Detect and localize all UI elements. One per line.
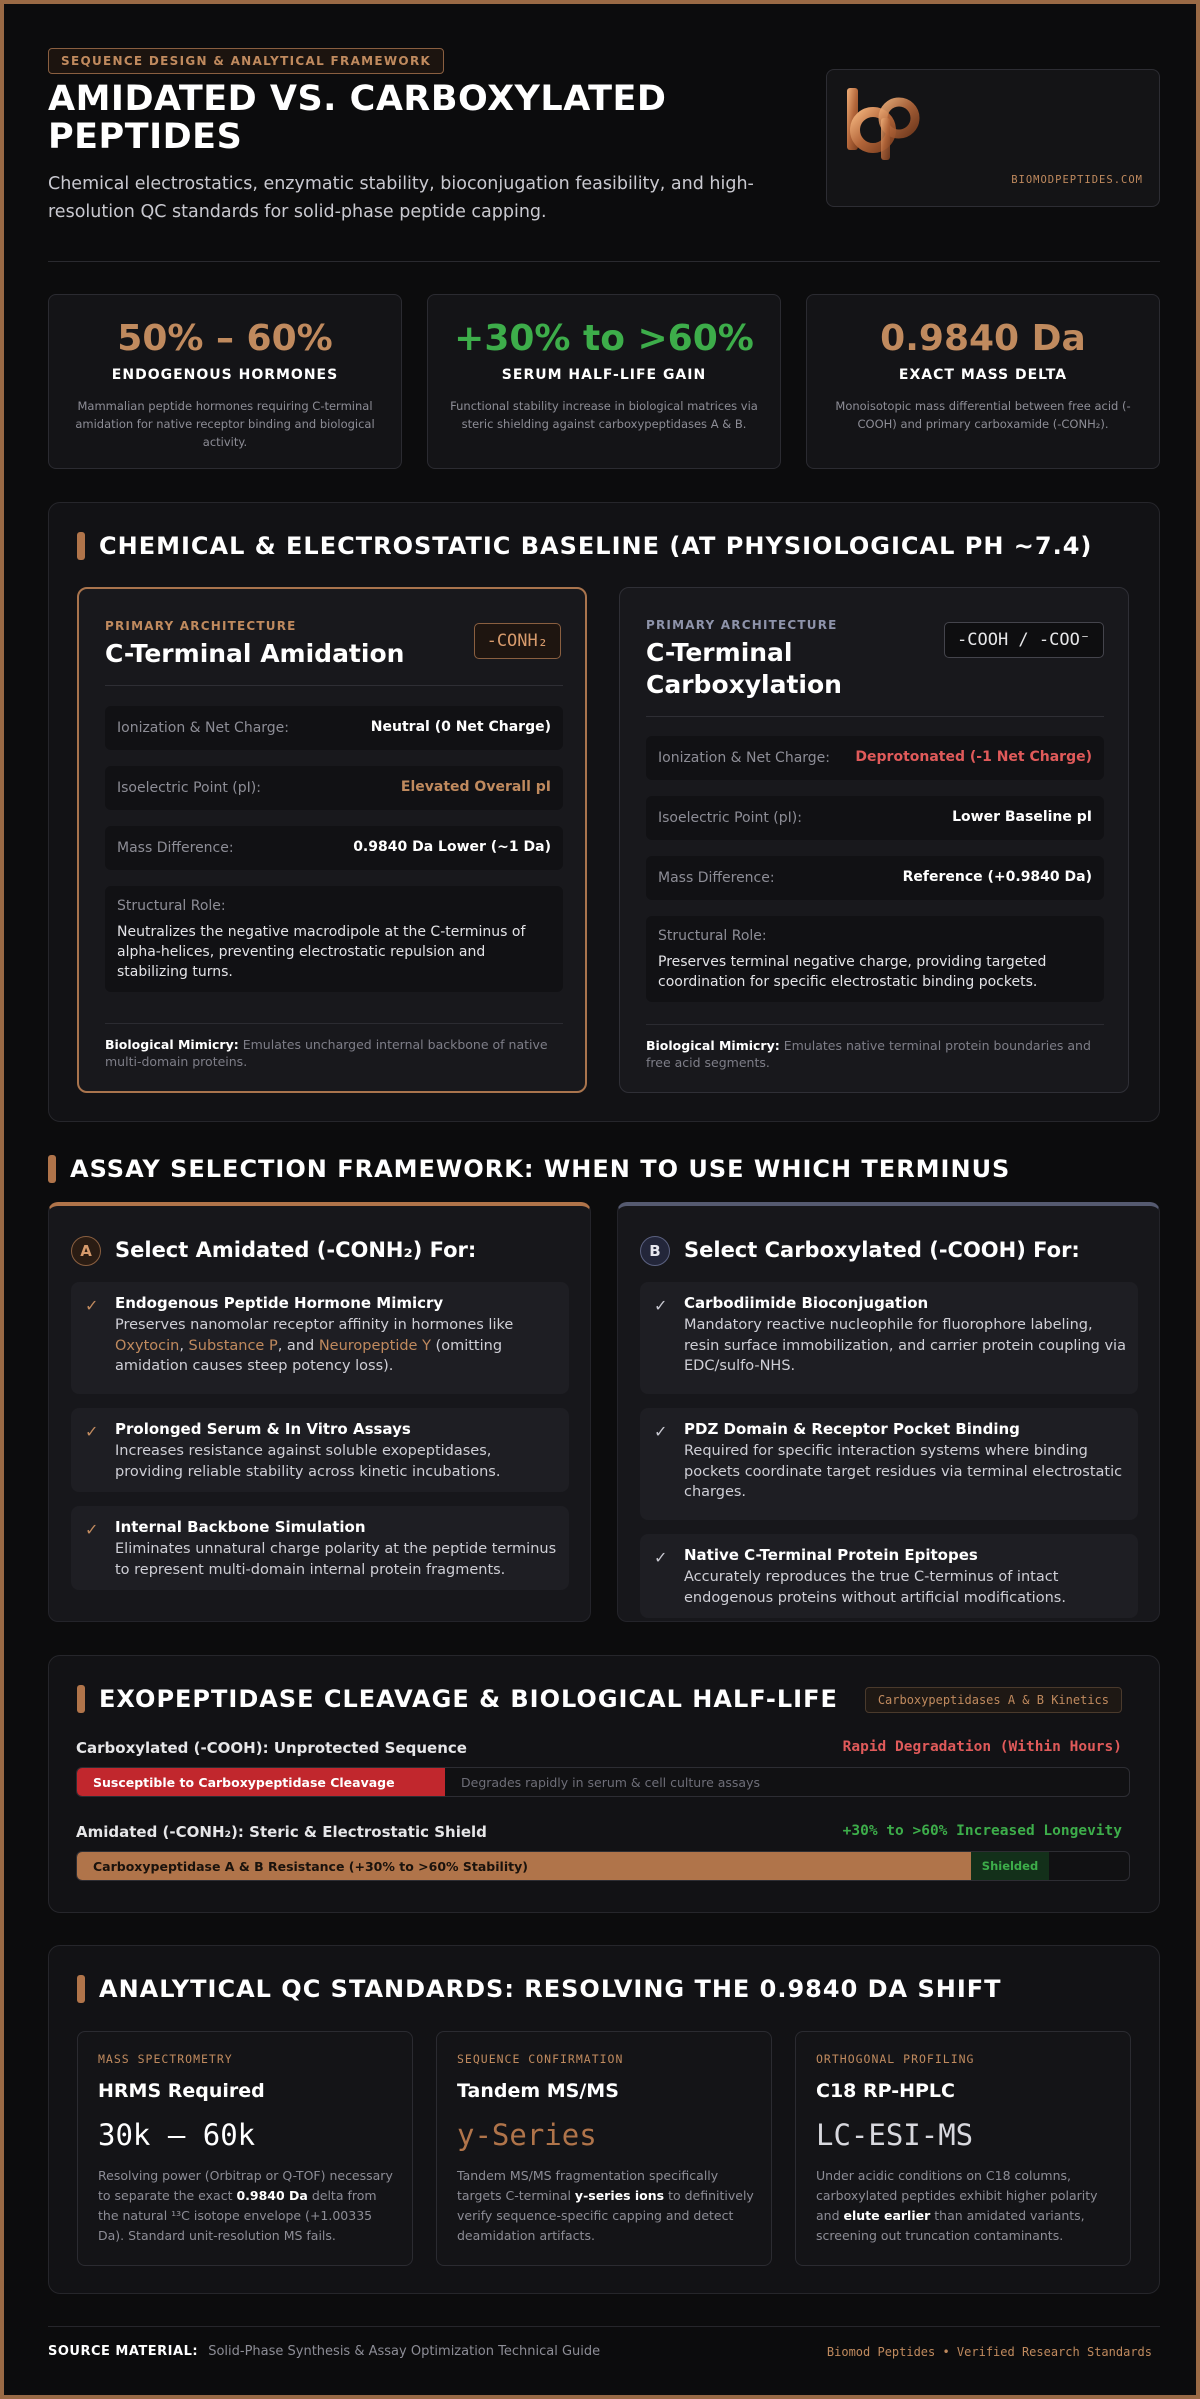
qc-big-value: y-Series <box>457 2118 597 2152</box>
list-item <box>71 1282 569 1394</box>
amidated-use-panel <box>48 1202 591 1622</box>
row-value: Neutral (0 Net Charge) <box>370 719 551 735</box>
check-icon: ✓ <box>654 1422 668 1441</box>
stat-description: Mammalian peptide hormones requiring C-terminal amidation for native receptor binding and biological activity. <box>75 399 375 449</box>
page-title: AMIDATED VS. CARBOXYLATED PEPTIDES <box>48 79 667 157</box>
cleavage-title: EXOPEPTIDASE CLEAVAGE & BIOLOGICAL HALF-LIFE <box>99 1685 838 1713</box>
stat-label: ENDOGENOUS HORMONES <box>111 367 339 383</box>
amid-structural-role <box>105 886 563 992</box>
row-key: Isoelectric Point (pI): <box>117 780 261 796</box>
badge-a: A <box>71 1236 101 1266</box>
stat-description: Functional stability increase in biological matrices via steric shielding against carboxypeptidases A & B. <box>450 399 758 431</box>
amid-mimicry <box>105 1023 563 1070</box>
section-accent-bar <box>77 1685 85 1713</box>
mimic-text: Emulates native terminal protein boundaries and free acid segments. <box>646 1038 1091 1070</box>
check-icon: ✓ <box>85 1296 99 1315</box>
amid-row-pi <box>105 766 563 810</box>
source-text: Solid-Phase Synthesis & Assay Optimization Technical Guide <box>208 2344 601 2359</box>
item-desc: Mandatory reactive nucleophile for fluorophore labeling, resin surface immobilization, and carrier protein coupling via EDC/sulfo-NHS. <box>684 1317 1126 1374</box>
header-tag: SEQUENCE DESIGN & ANALYTICAL FRAMEWORK <box>48 48 444 74</box>
struct-key: Structural Role: <box>658 928 767 944</box>
stat-card-mass-delta <box>806 294 1160 469</box>
stat-description: Monoisotopic mass differential between free acid (-COOH) and primary carboxamide (-CONH₂). <box>835 399 1131 431</box>
carb-row-mass <box>646 856 1104 900</box>
footer-credit: Biomod Peptides • Verified Research Standards <box>826 2345 1152 2359</box>
item-title: Internal Backbone Simulation <box>115 1518 366 1536</box>
logo-bp-icon <box>841 84 931 168</box>
carb-structural-role <box>646 916 1104 1002</box>
item-title: Native C-Terminal Protein Epitopes <box>684 1546 978 1564</box>
item-desc: Required for specific interaction systems where binding pockets coordinate target residues via terminal electrostatic charges. <box>684 1443 1123 1500</box>
list-item <box>71 1408 569 1492</box>
hormone-oxytocin: Oxytocin <box>115 1337 180 1354</box>
list-item <box>640 1408 1138 1520</box>
qc-kicker: MASS SPECTROMETRY <box>98 2052 233 2066</box>
amid-row-charge <box>105 706 563 750</box>
qc-description: Tandem MS/MS fragmentation specifically targets C-terminal y-series ions to definitively verify sequence-specific capping and detect deamidation artifacts. <box>457 2168 754 2243</box>
page-subtitle: Chemical electrostatics, enzymatic stability, bioconjugation feasibility, and high-resolution QC standards for solid-phase peptide capping. <box>48 174 754 222</box>
card-divider <box>646 716 1104 717</box>
footer-divider <box>48 2326 1160 2327</box>
check-icon: ✓ <box>654 1548 668 1567</box>
section-accent-bar <box>77 532 85 560</box>
hormone-substance-p: Substance P <box>188 1337 278 1354</box>
struct-key: Structural Role: <box>117 898 226 914</box>
carb-name: C-Terminal Carboxylation <box>646 638 842 699</box>
source-label: SOURCE MATERIAL: <box>48 2344 199 2359</box>
struct-text: Neutralizes the negative macrodipole at the C-terminus of alpha-helices, preventing electrostatic repulsion and stabilizing turns. <box>117 924 526 980</box>
item-desc: Eliminates unnatural charge polarity at the peptide terminus to represent multi-domain internal protein fragments. <box>115 1541 557 1578</box>
stat-value: +30% to >60% <box>454 318 754 359</box>
row-key: Isoelectric Point (pI): <box>658 810 802 826</box>
item-title: PDZ Domain & Receptor Pocket Binding <box>684 1420 1020 1438</box>
qc-kicker: ORTHOGONAL PROFILING <box>816 2052 975 2066</box>
carb-kicker: PRIMARY ARCHITECTURE <box>646 618 838 632</box>
amid-bar-fill-text: Carboxypeptidase A & B Resistance (+30% to >60% Stability) <box>93 1859 528 1874</box>
mimic-text: Emulates uncharged internal backbone of native multi-domain proteins. <box>105 1037 548 1069</box>
carb-degradation-bar <box>76 1767 1130 1797</box>
amid-name: C-Terminal Amidation <box>105 639 405 668</box>
carb-formula-chip: -COOH / -COO⁻ <box>944 622 1104 658</box>
carb-bar-rest-text: Degrades rapidly in serum & cell culture assays <box>461 1775 761 1790</box>
mimic-key: Biological Mimicry: <box>105 1037 239 1052</box>
list-item <box>640 1282 1138 1394</box>
qc-description: Under acidic conditions on C18 columns, carboxylated peptides exhibit higher polarity and elute earlier than amidated variants, screening out truncation contaminants. <box>816 2168 1098 2243</box>
qc-kicker: SEQUENCE CONFIRMATION <box>457 2052 624 2066</box>
stat-card-hormones <box>48 294 402 469</box>
qc-description: Resolving power (Orbitrap or Q-TOF) necessary to separate the exact 0.9840 Da delta from the natural ¹³C isotope envelope (+1.00335 Da). Standard unit-resolution MS fails. <box>98 2168 393 2243</box>
carb-bar-label: Carboxylated (-COOH): Unprotected Sequence <box>76 1739 467 1757</box>
qc-heading: HRMS Required <box>98 2080 265 2102</box>
carb-mimicry <box>646 1024 1104 1071</box>
row-key: Ionization & Net Charge: <box>658 750 830 766</box>
item-title: Carbodiimide Bioconjugation <box>684 1294 929 1312</box>
amidated-use-heading: Select Amidated (-CONH₂) For: <box>115 1238 477 1262</box>
section-accent-bar <box>77 1975 85 2003</box>
amid-row-mass <box>105 826 563 870</box>
amid-bar-status: +30% to >60% Increased Longevity <box>842 1823 1122 1839</box>
kinetics-badge: Carboxypeptidases A & B Kinetics <box>865 1687 1122 1713</box>
stat-label: SERUM HALF-LIFE GAIN <box>501 367 707 383</box>
amid-resistance-bar <box>76 1851 1130 1881</box>
shielded-label: Shielded <box>971 1852 1049 1880</box>
row-value: Elevated Overall pI <box>400 779 551 795</box>
baseline-title: CHEMICAL & ELECTROSTATIC BASELINE (AT PHYSIOLOGICAL PH ~7.4) <box>99 532 1093 560</box>
qc-card-hrms <box>77 2031 413 2266</box>
qc-big-value: 30k – 60k <box>98 2118 256 2152</box>
carb-row-pi <box>646 796 1104 840</box>
list-item <box>640 1534 1138 1618</box>
item-title: Endogenous Peptide Hormone Mimicry <box>115 1294 444 1312</box>
hormone-neuropeptide-y: Neuropeptide Y <box>318 1337 431 1354</box>
amid-bar-label: Amidated (-CONH₂): Steric & Electrostatic Shield <box>76 1823 487 1841</box>
carboxylation-card <box>619 587 1129 1093</box>
carb-row-charge <box>646 736 1104 780</box>
row-key: Mass Difference: <box>117 840 234 856</box>
stat-label: EXACT MASS DELTA <box>898 367 1068 383</box>
row-value: 0.9840 Da Lower (~1 Da) <box>353 839 551 855</box>
item-desc: Accurately reproduces the true C-terminus of intact endogenous proteins without artificial modifications. <box>684 1569 1066 1606</box>
mimic-key: Biological Mimicry: <box>646 1038 780 1053</box>
qc-card-hplc <box>795 2031 1131 2266</box>
struct-text: Preserves terminal negative charge, providing targeted coordination for specific electrostatic binding pockets. <box>658 954 1047 990</box>
qc-heading: Tandem MS/MS <box>457 2080 619 2102</box>
row-value: Reference (+0.9840 Da) <box>902 869 1092 885</box>
stat-value: 0.9840 Da <box>880 318 1086 359</box>
section-accent-bar <box>48 1155 56 1183</box>
qc-card-msms <box>436 2031 772 2266</box>
item-desc: Preserves nanomolar receptor affinity in hormones like Oxytocin, Substance P, and Neuropeptide Y (omitting amidation causes steep potency loss). <box>115 1317 514 1374</box>
row-value: Deprotonated (-1 Net Charge) <box>855 749 1092 765</box>
qc-heading: C18 RP-HPLC <box>816 2080 955 2102</box>
stat-value: 50% – 60% <box>117 318 333 359</box>
carb-bar-fill-text: Susceptible to Carboxypeptidase Cleavage <box>93 1775 395 1790</box>
amidation-card <box>77 587 587 1093</box>
card-divider <box>105 685 563 686</box>
item-title: Prolonged Serum & In Vitro Assays <box>115 1420 411 1438</box>
check-icon: ✓ <box>654 1296 668 1315</box>
list-item <box>71 1506 569 1590</box>
check-icon: ✓ <box>85 1422 99 1441</box>
stat-card-half-life <box>427 294 781 469</box>
item-desc: Increases resistance against soluble exopeptidases, providing reliable stability across kinetic incubations. <box>115 1443 501 1480</box>
footer-source <box>48 2344 600 2359</box>
qc-title: ANALYTICAL QC STANDARDS: RESOLVING THE 0.9840 DA SHIFT <box>99 1975 1002 2003</box>
row-key: Mass Difference: <box>658 870 775 886</box>
logo-card[interactable] <box>826 69 1160 207</box>
header-divider <box>48 261 1160 262</box>
framework-title: ASSAY SELECTION FRAMEWORK: WHEN TO USE WHICH TERMINUS <box>70 1155 1011 1183</box>
qc-big-value: LC-ESI-MS <box>816 2118 974 2152</box>
amid-formula-chip: -CONH₂ <box>474 623 561 659</box>
carboxylated-use-panel <box>617 1202 1160 1622</box>
carb-bar-status: Rapid Degradation (Within Hours) <box>842 1739 1122 1755</box>
check-icon: ✓ <box>85 1520 99 1539</box>
row-key: Ionization & Net Charge: <box>117 720 289 736</box>
carboxylated-use-heading: Select Carboxylated (-COOH) For: <box>684 1238 1080 1262</box>
row-value: Lower Baseline pI <box>952 809 1092 825</box>
badge-b: B <box>640 1236 670 1266</box>
logo-url: BIOMODPEPTIDES.COM <box>1011 174 1143 186</box>
amid-kicker: PRIMARY ARCHITECTURE <box>105 619 297 633</box>
